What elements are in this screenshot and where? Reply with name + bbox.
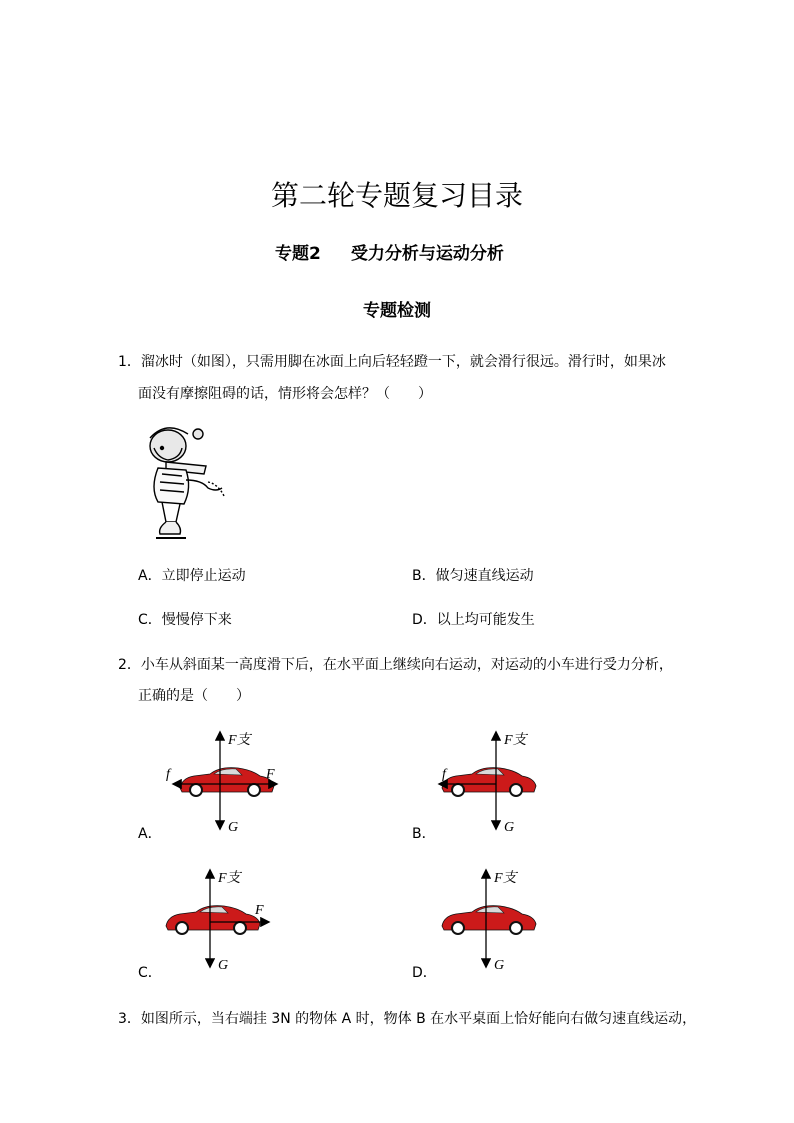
question-2-line-1: 2．小车从斜面某一高度滑下后，在水平面上继续向右运动，对运动的小车进行受力分析， <box>118 657 673 673</box>
q2-option-a[interactable]: A． <box>138 826 162 842</box>
topic-number: 专题2 <box>275 244 321 264</box>
gravity-label: G <box>494 958 505 973</box>
gravity-label: G <box>218 958 229 973</box>
car-icon <box>442 768 536 796</box>
q2-figure-c <box>160 866 290 974</box>
q2-figure-b <box>436 728 566 836</box>
q2-figure-d <box>436 866 566 974</box>
friction-label: f <box>166 767 170 782</box>
push-force-label: F <box>255 903 264 918</box>
car-icon <box>180 768 274 796</box>
question-1-line-2: 面没有摩擦阻碍的话，情形将会怎样？（ ） <box>138 386 432 402</box>
q1-option-d[interactable]: D．以上均可能发生 <box>412 612 535 628</box>
q2-figure-a <box>160 728 290 836</box>
question-1-line-1: 1．溜冰时（如图），只需用脚在冰面上向后轻轻蹬一下，就会滑行很远。滑行时，如果冰 <box>118 354 666 370</box>
q1-option-c[interactable]: C．慢慢停下来 <box>138 612 232 628</box>
question-2-line-2: 正确的是（ ） <box>138 688 250 704</box>
support-force-label: F支 <box>218 871 241 886</box>
car-icon <box>166 906 260 934</box>
gravity-label: G <box>504 820 515 835</box>
friction-label: f <box>442 767 446 782</box>
support-force-label: F支 <box>228 733 251 748</box>
car-icon <box>442 906 536 934</box>
q2-option-d[interactable]: D． <box>412 965 437 981</box>
question-3-line-1: 3．如图所示，当右端挂 3N 的物体 A 时，物体 B 在水平桌面上恰好能向右做匀速直线运动， <box>118 1011 697 1027</box>
q2-option-c[interactable]: C． <box>138 965 162 981</box>
q1-option-b[interactable]: B．做匀速直线运动 <box>412 568 534 584</box>
q1-option-a[interactable]: A．立即停止运动 <box>138 568 246 584</box>
topic-heading <box>275 239 504 264</box>
section-heading: 专题检测 <box>363 301 431 321</box>
q2-option-b[interactable]: B． <box>412 826 436 842</box>
skater-figure <box>136 418 232 546</box>
document-title: 第二轮专题复习目录 <box>270 179 523 212</box>
gravity-label: G <box>228 820 239 835</box>
topic-name: 受力分析与运动分析 <box>350 244 504 264</box>
support-force-label: F支 <box>494 871 517 886</box>
support-force-label: F支 <box>504 733 527 748</box>
push-force-label: F <box>266 767 275 782</box>
